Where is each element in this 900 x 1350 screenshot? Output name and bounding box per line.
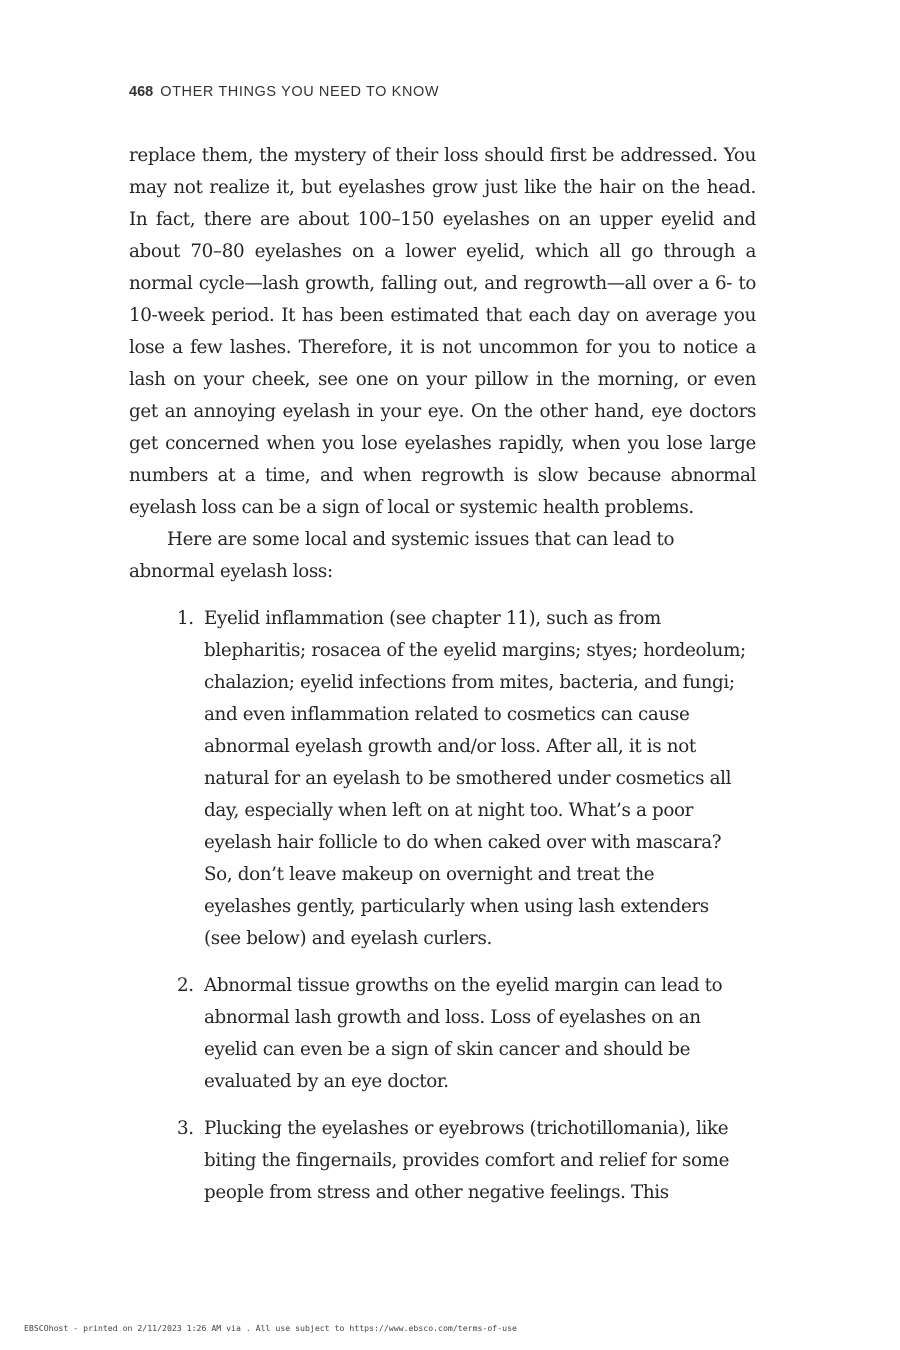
running-title: OTHER THINGS YOU NEED TO KNOW — [160, 84, 440, 100]
page-body — [129, 140, 756, 1224]
page-number: 468 — [129, 84, 154, 100]
list-item-text: Abnormal tissue growths on the eyelid margin can lead to abnormal lash growth and loss. Loss of eyelashes on an eyelid can even be a sign of skin cancer and should be evaluated by an eye doctor. — [204, 975, 723, 1092]
list-item — [177, 603, 756, 955]
list-item-text: Eyelid inflammation (see chapter 11), such as from blepharitis; rosacea of the eyelid margins; styes; hordeolum; chalazion; eyelid infections from mites, bacteria, and fungi; and even inflammation related to cosmetics can cause abnormal eyelash growth and/or loss. After all, it is not natural for an eyelash to be smothered under cosmetics all day, especially when left on at night too. What’s a poor eyelash hair follicle to do when caked over with mascara? So, don’t leave makeup on overnight and treat the eyelashes gently, particularly when using lash extenders (see below) and eyelash curlers. — [204, 608, 746, 949]
list-item-number: 3. — [177, 1118, 194, 1139]
list-item-number: 2. — [177, 975, 194, 996]
print-footer: EBSCOhost - printed on 2/11/2023 1:26 AM via . All use subject to https://www.ebsco.com/terms-of-use — [24, 1323, 517, 1333]
running-head — [129, 84, 439, 100]
list-item-number: 1. — [177, 608, 194, 629]
list-item — [177, 1113, 756, 1209]
list-item — [177, 970, 756, 1098]
body-paragraph: Here are some local and systemic issues that can lead to abnormal eyelash loss: — [129, 529, 675, 582]
body-paragraph: replace them, the mystery of their loss should first be addressed. You may not realize it, but eyelashes grow just like the hair on the head. In fact, there are about 100–150 eyelashes on an upper eyelid and about 70–80 eyelashes on a lower eyelid, which all go through a normal cycle—lash growth, falling out, and regrowth—all over a 6- to 10-week period. It has been estimated that each day on average you lose a few lashes. Therefore, it is not uncommon for you to notice a lash on your cheek, see one on your pillow in the morning, or even get an annoying eyelash in your eye. On the other hand, eye doctors get concerned when you lose eyelashes rapidly, when you lose large numbers at a time, and when regrowth is slow because abnormal eyelash loss can be a sign of local or systemic health problems. — [129, 145, 756, 518]
numbered-list — [129, 603, 756, 1209]
list-item-text: Plucking the eyelashes or eyebrows (trichotillomania), like biting the fingernails, provides comfort and relief for some people from stress and other negative feelings. This — [204, 1118, 730, 1203]
